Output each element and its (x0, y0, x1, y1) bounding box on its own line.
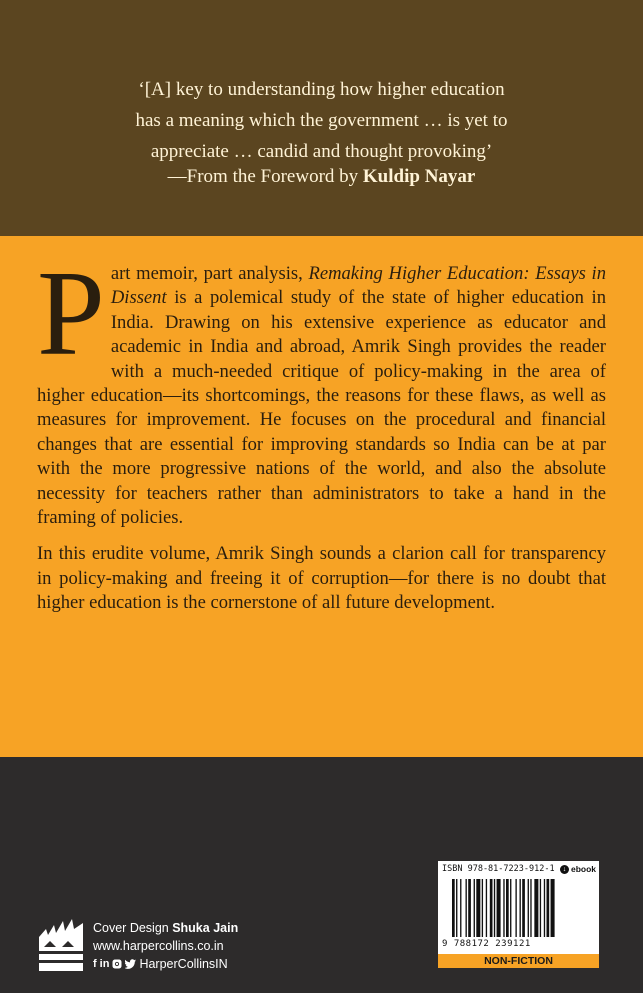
attribution-name: Kuldip Nayar (362, 166, 476, 187)
social-handle[interactable]: HarperCollinsIN (139, 957, 228, 971)
book-title: Remaking Higher Education: Essays in Dissent (110, 263, 606, 309)
publisher-credits (93, 919, 238, 973)
ebook-label: ebook (570, 864, 596, 874)
social-row (93, 955, 238, 973)
quote-line-1: ‘[A] key to understanding how higher education (138, 79, 505, 100)
publisher-website[interactable]: www.harpercollins.co.in (93, 939, 224, 953)
blurb-paragraph-1 (37, 246, 606, 530)
instagram-icon[interactable] (112, 959, 122, 969)
barcode-panel (438, 861, 599, 968)
endorsement-quote (70, 74, 573, 167)
p1-start: art memoir, part analysis, (110, 263, 309, 284)
quote-attribution (70, 166, 573, 188)
barcode-icon (452, 879, 589, 937)
facebook-icon[interactable]: f (93, 958, 97, 970)
isbn-text: ISBN 978-81-7223-912-1 (442, 864, 555, 874)
quote-line-2: has a meaning which the government … is yet to (135, 110, 508, 131)
download-icon: ↓ (560, 865, 569, 874)
blurb-paragraph-2: In this erudite volume, Amrik Singh sounds a clarion call for transparency in policy-making and freeing it of corruption—for there is no doubt that higher education is the cornerstone of all future development. (37, 543, 606, 614)
quote-line-3: appreciate … candid and thought provoking’ (150, 141, 493, 162)
genre-label: NON-FICTION (438, 954, 599, 968)
cover-design-line (93, 919, 238, 937)
cover-design-label: Cover Design (93, 921, 173, 935)
blurb-text (37, 246, 606, 628)
designer-name: Shuka Jain (172, 921, 239, 935)
attribution-prefix: —From the Foreword by (167, 166, 363, 187)
drop-cap: P (37, 246, 105, 381)
harpercollins-logo-icon (36, 917, 86, 971)
linkedin-icon[interactable]: in (99, 958, 110, 970)
twitter-icon[interactable] (125, 959, 136, 969)
p1-rest: is a polemical study of the state of higher education in India. Drawing on his extensive experience as educator and academic in India and abroad, Amrik Singh provides the reader with a much-needed critique of policy-making in the area of higher education—its shortcomings, the reasons for these flaws, as well as measures for improvement. He focuses on the procedural and financial changes that are essential for improving standards so India can be at par with the more progressive nations of the world, and also the absolute necessity for teachers rather than administrators to take a hand in the framing of policies. (37, 287, 606, 529)
barcode-number: 9 788172 239121 (442, 939, 531, 949)
ebook-badge (560, 864, 596, 874)
